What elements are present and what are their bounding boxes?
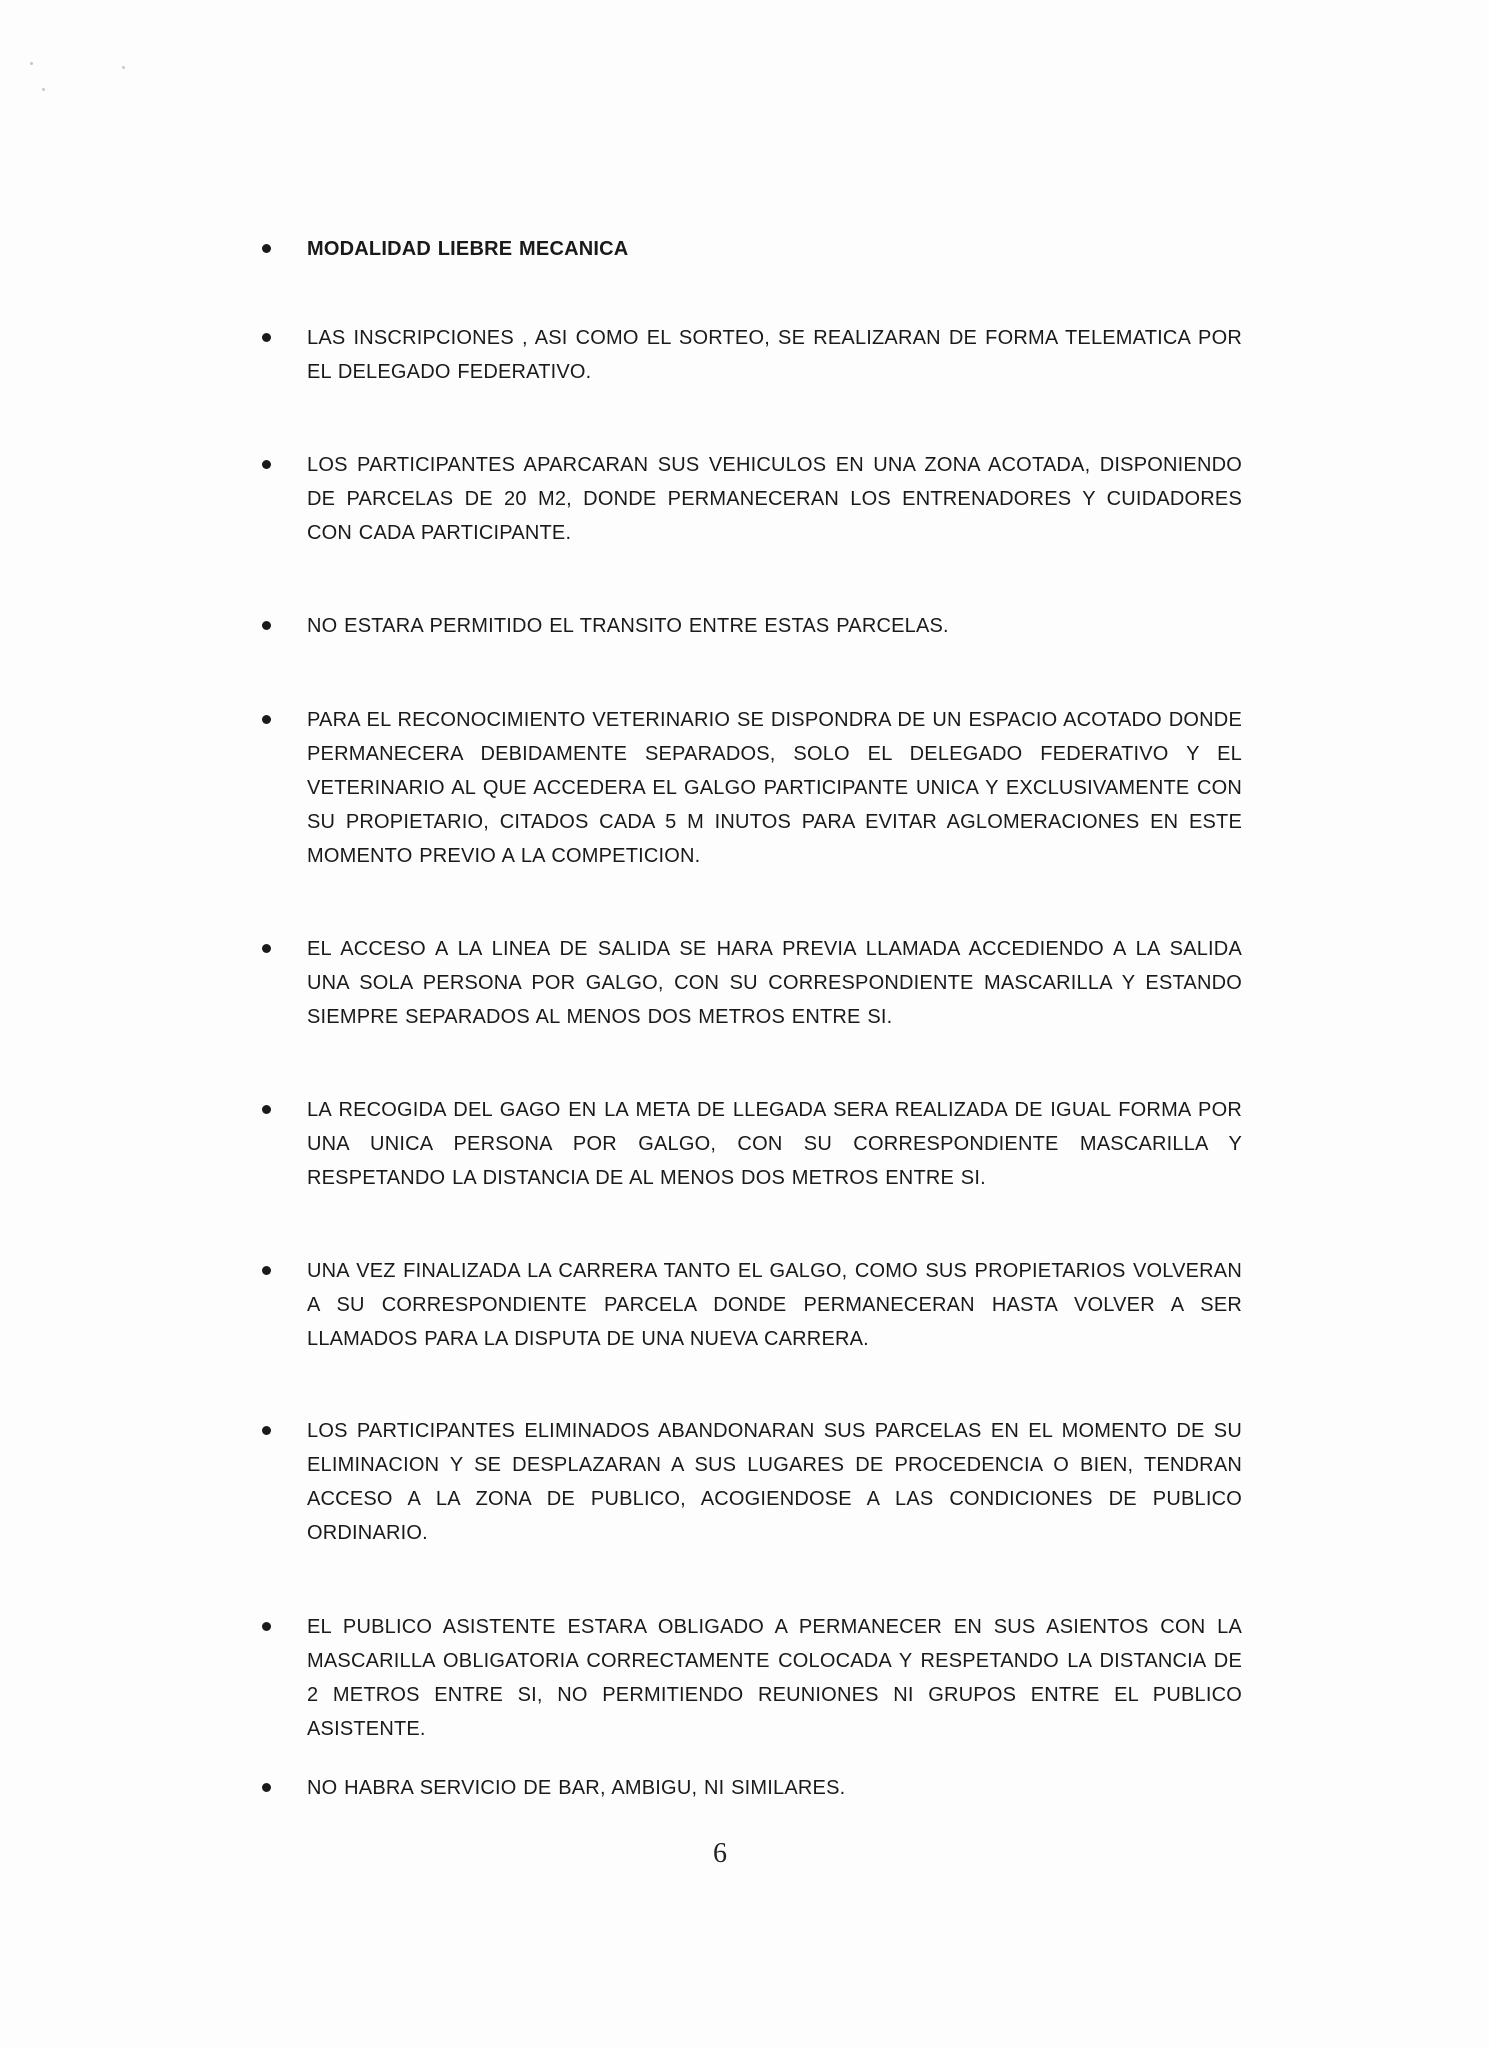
page-number: 6 bbox=[713, 1838, 727, 1869]
list-item-text: LOS PARTICIPANTES APARCARAN SUS VEHICULOS EN UNA ZONA ACOTADA, DISPONIENDO DE PARCELAS DE 20 M2, DONDE PERMANECERAN LOS ENTRENADORES Y CUIDADORES CON CADA PARTICIPANTE. bbox=[307, 454, 1242, 544]
bullet-icon bbox=[262, 1426, 271, 1435]
bullet-icon bbox=[262, 1622, 271, 1631]
bullet-icon bbox=[262, 333, 271, 342]
list-item-text: PARA EL RECONOCIMIENTO VETERINARIO SE DISPONDRA DE UN ESPACIO ACOTADO DONDE PERMANECERA DEBIDAMENTE SEPARADOS, SOLO EL DELEGADO FEDERATIVO Y EL VETERINARIO AL QUE ACCEDERA EL GALGO PARTICIPANTE UNICA Y EXCLUSIVAMENTE CON SU PROPIETARIO, CITADOS CADA 5 M INUTOS PARA EVITAR AGLOMERACIONES EN ESTE MOMENTO PREVIO A LA COMPETICION. bbox=[307, 709, 1242, 867]
list-item-text: LAS INSCRIPCIONES , ASI COMO EL SORTEO, SE REALIZARAN DE FORMA TELEMATICA POR EL DELEGADO FEDERATIVO. bbox=[307, 327, 1242, 383]
list-item-text: NO ESTARA PERMITIDO EL TRANSITO ENTRE ESTAS PARCELAS. bbox=[307, 615, 949, 637]
list-item-text: EL PUBLICO ASISTENTE ESTARA OBLIGADO A PERMANECER EN SUS ASIENTOS CON LA MASCARILLA OBLIGATORIA CORRECTAMENTE COLOCADA Y RESPETANDO LA DISTANCIA DE 2 METROS ENTRE SI, NO PERMITIENDO REUNIONES NI GRUPOS ENTRE EL PUBLICO ASISTENTE. bbox=[307, 1616, 1242, 1740]
bullet-icon bbox=[262, 944, 271, 953]
bullet-icon bbox=[262, 1783, 271, 1792]
bullet-icon bbox=[262, 460, 271, 469]
bullet-icon bbox=[262, 1105, 271, 1114]
scan-speck bbox=[122, 66, 125, 69]
scan-speck bbox=[42, 88, 45, 91]
list-item-text: EL ACCESO A LA LINEA DE SALIDA SE HARA PREVIA LLAMADA ACCEDIENDO A LA SALIDA UNA SOLA PERSONA POR GALGO, CON SU CORRESPONDIENTE MASCARILLA Y ESTANDO SIEMPRE SEPARADOS AL MENOS DOS METROS ENTRE SI. bbox=[307, 938, 1242, 1028]
section-heading: MODALIDAD LIEBRE MECANICA bbox=[307, 238, 629, 260]
bullet-icon bbox=[262, 715, 271, 724]
scan-speck bbox=[30, 62, 33, 65]
list-item-text: LOS PARTICIPANTES ELIMINADOS ABANDONARAN SUS PARCELAS EN EL MOMENTO DE SU ELIMINACION Y SE DESPLAZARAN A SUS LUGARES DE PROCEDENCIA O BIEN, TENDRAN ACCESO A LA ZONA DE PUBLICO, ACOGIENDOSE A LAS CONDICIONES DE PUBLICO ORDINARIO. bbox=[307, 1420, 1242, 1544]
bullet-icon bbox=[262, 621, 271, 630]
list-item-text: UNA VEZ FINALIZADA LA CARRERA TANTO EL GALGO, COMO SUS PROPIETARIOS VOLVERAN A SU CORRESPONDIENTE PARCELA DONDE PERMANECERAN HASTA VOLVER A SER LLAMADOS PARA LA DISPUTA DE UNA NUEVA CARRERA. bbox=[307, 1260, 1242, 1350]
list-item-text: NO HABRA SERVICIO DE BAR, AMBIGU, NI SIMILARES. bbox=[307, 1777, 846, 1799]
bullet-icon bbox=[262, 244, 271, 253]
bullet-icon bbox=[262, 1266, 271, 1275]
list-item-text: LA RECOGIDA DEL GAGO EN LA META DE LLEGADA SERA REALIZADA DE IGUAL FORMA POR UNA UNICA PERSONA POR GALGO, CON SU CORRESPONDIENTE MASCARILLA Y RESPETANDO LA DISTANCIA DE AL MENOS DOS METROS ENTRE SI. bbox=[307, 1099, 1242, 1189]
